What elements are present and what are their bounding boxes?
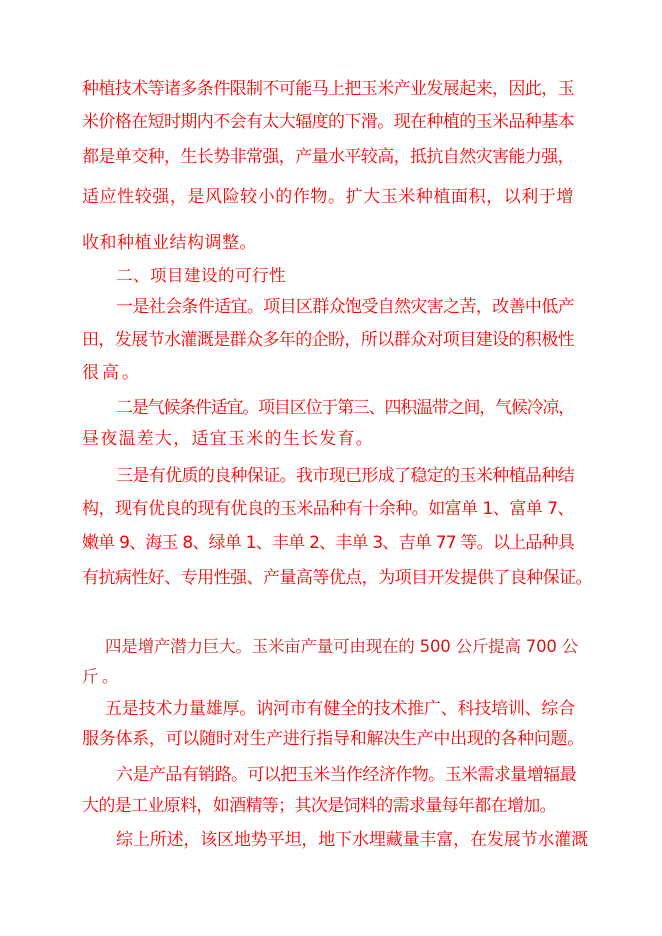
text-line: 都是单交种，生长势非常强，产量水平较高，抵抗自然灾害能力强， <box>82 147 574 167</box>
text-line: 服务体系，可以随时对生产进行指导和解决生产中出现的各种问题。 <box>82 729 584 749</box>
section-heading: 二、项目建设的可行性 <box>116 266 286 285</box>
text-line: 三是有优质的良种保证。我市现已形成了稳定的玉米种植品种结 <box>116 466 574 486</box>
text-line: 很高。 <box>82 363 142 383</box>
text-line: 收和种植业结构调整。 <box>82 233 257 253</box>
text-line: 综上所述，该区地势平坦，地下水埋藏量丰富，在发展节水灌溉 <box>116 830 588 850</box>
text-line: 五是技术力量雄厚。讷河市有健全的技术推广、科技培训、综合 <box>105 699 575 719</box>
text-line: 四是增产潜力巨大。玉米亩产量可由现在的 500 公斤提高 700 公 <box>105 637 578 656</box>
text-line: 一是社会条件适宜。项目区群众饱受自然灾害之苦，改善中低产 <box>116 297 574 317</box>
text-line: 有抗病性好、专用性强、产量高等优点，为项目开发提供了良种保证。 <box>82 568 592 588</box>
text-line: 田，发展节水灌溉是群众多年的企盼，所以群众对项目建设的积极性 <box>82 330 574 350</box>
text-line: 斤。 <box>82 667 122 686</box>
text-line: 六是产品有销路。可以把玉米当作经济作物。玉米需求量增辐最 <box>116 765 576 785</box>
text-line: 二是气候条件适宜。项目区位于第三、四积温带之间，气候冷凉， <box>116 398 574 418</box>
text-line: 嫩单 9、海玉 8、绿单 1、丰单 2、丰单 3、吉单 77 等。以上品种具 <box>82 533 574 553</box>
text-line: 适应性较强，是风险较小的作物。扩大玉米种植面积，以利于增 <box>82 187 574 207</box>
text-line: 构，现有优良的现有优良的玉米品种有十余种。如富单 1、富单 7、 <box>82 499 574 519</box>
text-line: 米价格在短时期内不会有太大辐度的下滑。现在种植的玉米品种基本 <box>82 112 574 132</box>
text-line: 种植技术等诸多条件限制不可能马上把玉米产业发展起来，因此，玉 <box>82 79 574 99</box>
text-line: 昼夜温差大，适宜玉米的生长发育。 <box>82 429 374 449</box>
text-line: 大的是工业原料，如酒精等；其次是饲料的需求量每年都在增加。 <box>82 796 556 816</box>
